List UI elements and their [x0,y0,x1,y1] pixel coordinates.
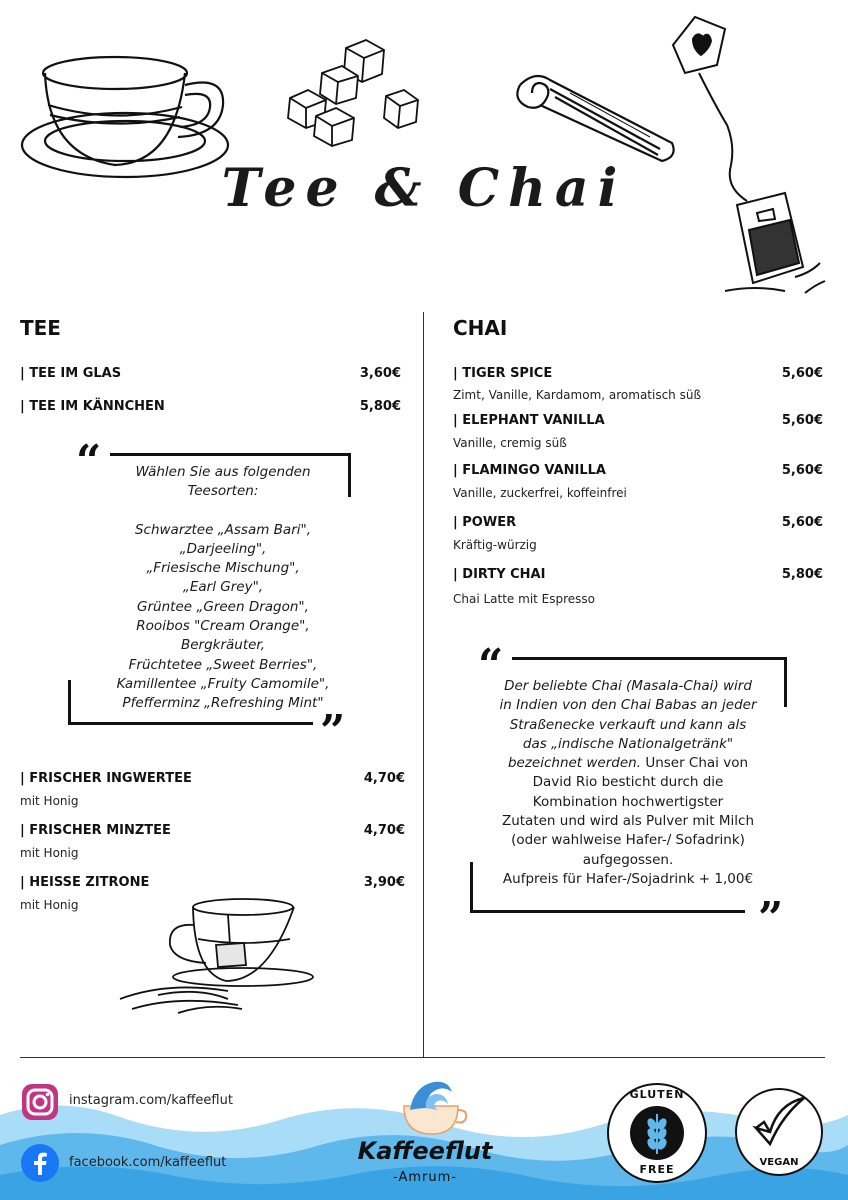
tee-item-price: 3,60€ [359,366,401,381]
chai-item-desc: Vanille, zuckerfrei, koffeinfrei [453,486,627,500]
quote-line: Straßenecke verkauft und kann als [509,716,747,733]
brand-location: -Amrum- [393,1170,457,1185]
quote-close-mark: ” [758,893,784,944]
tee-item-price: 3,90€ [363,875,405,890]
free-label: FREE [639,1163,675,1176]
page-title: Tee & Chai [221,158,627,219]
quote-line: Rooibos "Cream Orange", [136,618,310,635]
quote-line: in Indien von den Chai Babas an jeder [499,697,757,714]
chai-item-name: | DIRTY CHAI [453,567,546,582]
quote-italic-part: bezeichnet werden. [507,755,642,772]
quote-line: Früchtetee „Sweet Berries", [128,656,318,673]
quote-close-mark: ” [320,706,346,757]
quote-line: Schwarztee „Assam Bari", [134,521,312,538]
quote-line [476,754,780,773]
quote-frame-line [68,680,71,725]
tee-item-desc: mit Honig [20,846,79,860]
chai-item-desc: Kräftig-würzig [453,538,537,552]
quote-open-mark: “ [478,640,504,691]
quote-line: das „indische Nationalgetränk" [522,735,734,752]
quote-frame-line [470,910,745,913]
chai-item-desc: Zimt, Vanille, Kardamom, aromatisch süß [453,388,702,402]
instagram-link[interactable]: instagram.com/kaffeeflut [69,1093,233,1108]
vegan-label: VEGAN [759,1157,799,1168]
tee-heading: TEE [20,316,61,340]
quote-line: Aufpreis für Hafer-/Sojadrink + 1,00€ [502,870,754,887]
quote-frame-line [110,453,350,456]
column-divider [423,312,424,1057]
chai-item-name: | ELEPHANT VANILLA [453,413,605,428]
quote-line: „Earl Grey", [182,579,264,596]
cinnamon-stick-illustration [510,65,680,170]
tee-item-name: | FRISCHER INGWERTEE [20,771,192,786]
chai-item-price: 5,60€ [781,463,823,478]
quote-line: Kombination hochwertigster [532,793,724,810]
tea-glass-illustration [118,895,318,1020]
quote-line: Teesorten: [187,483,259,500]
quote-line: Der beliebte Chai (Masala-Chai) wird [504,678,752,694]
sugar-cubes-illustration [286,38,421,158]
chai-item-name: | POWER [453,515,517,530]
quote-line: „Darjeeling", [179,540,267,557]
quote-line: „Friesische Mischung", [146,560,300,577]
quote-open-mark: “ [76,436,102,487]
quote-frame-line [512,657,787,660]
quote-line: Pfefferminz „Refreshing Mint" [122,695,324,712]
tee-item-desc: mit Honig [20,794,79,808]
chai-quote [476,677,780,889]
tee-item-name: | TEE IM KÄNNCHEN [20,399,165,414]
chai-item-name: | FLAMINGO VANILLA [453,463,606,478]
quote-line: Bergkräuter, [180,637,266,654]
kaffeeflut-logo-icon [396,1078,470,1138]
chai-item-desc: Vanille, cremig süß [453,436,567,450]
quote-line: Grüntee „Green Dragon", [137,598,309,615]
quote-frame-line [68,722,313,725]
chai-heading: CHAI [453,316,508,340]
tee-item-price: 4,70€ [363,823,405,838]
quote-line: aufgegossen. [582,851,674,868]
quote-normal-part: Unser Chai von [645,755,749,772]
quote-line: Wählen Sie aus folgenden [135,464,311,480]
tee-item-name: | HEISSE ZITRONE [20,875,150,890]
chai-item-price: 5,60€ [781,413,823,428]
tee-item-name: | FRISCHER MINZTEE [20,823,171,838]
quote-line: David Rio besticht durch die [532,774,724,791]
instagram-icon[interactable] [20,1082,60,1122]
tee-item-name: | TEE IM GLAS [20,366,122,381]
footer-divider [20,1057,825,1058]
brand-name: Kaffeeflut [357,1137,493,1165]
tee-item-price: 5,80€ [359,399,401,414]
chai-item-price: 5,60€ [781,366,823,381]
quote-line: Kamillentee „Fruity Camomile", [116,675,330,692]
quote-line: (oder wahlweise Hafer-/ Sofadrink) [511,832,745,849]
quote-frame-line [470,862,473,912]
tee-item-desc: mit Honig [20,898,79,912]
facebook-icon[interactable] [20,1143,60,1183]
gluten-label: GLUTEN [629,1088,685,1101]
chai-item-name: | TIGER SPICE [453,366,553,381]
chai-item-price: 5,60€ [781,515,823,530]
chai-item-price: 5,80€ [781,567,823,582]
quote-line: Zutaten und wird als Pulver mit Milch [501,813,755,830]
tee-quote [78,463,368,714]
wheat-icon [642,1112,672,1156]
quote-frame-line [784,657,787,707]
facebook-link[interactable]: facebook.com/kaffeeflut [69,1155,227,1170]
tee-item-price: 4,70€ [363,771,405,786]
chai-item-desc: Chai Latte mit Espresso [453,592,596,606]
vegan-leaf-icon [752,1092,808,1152]
